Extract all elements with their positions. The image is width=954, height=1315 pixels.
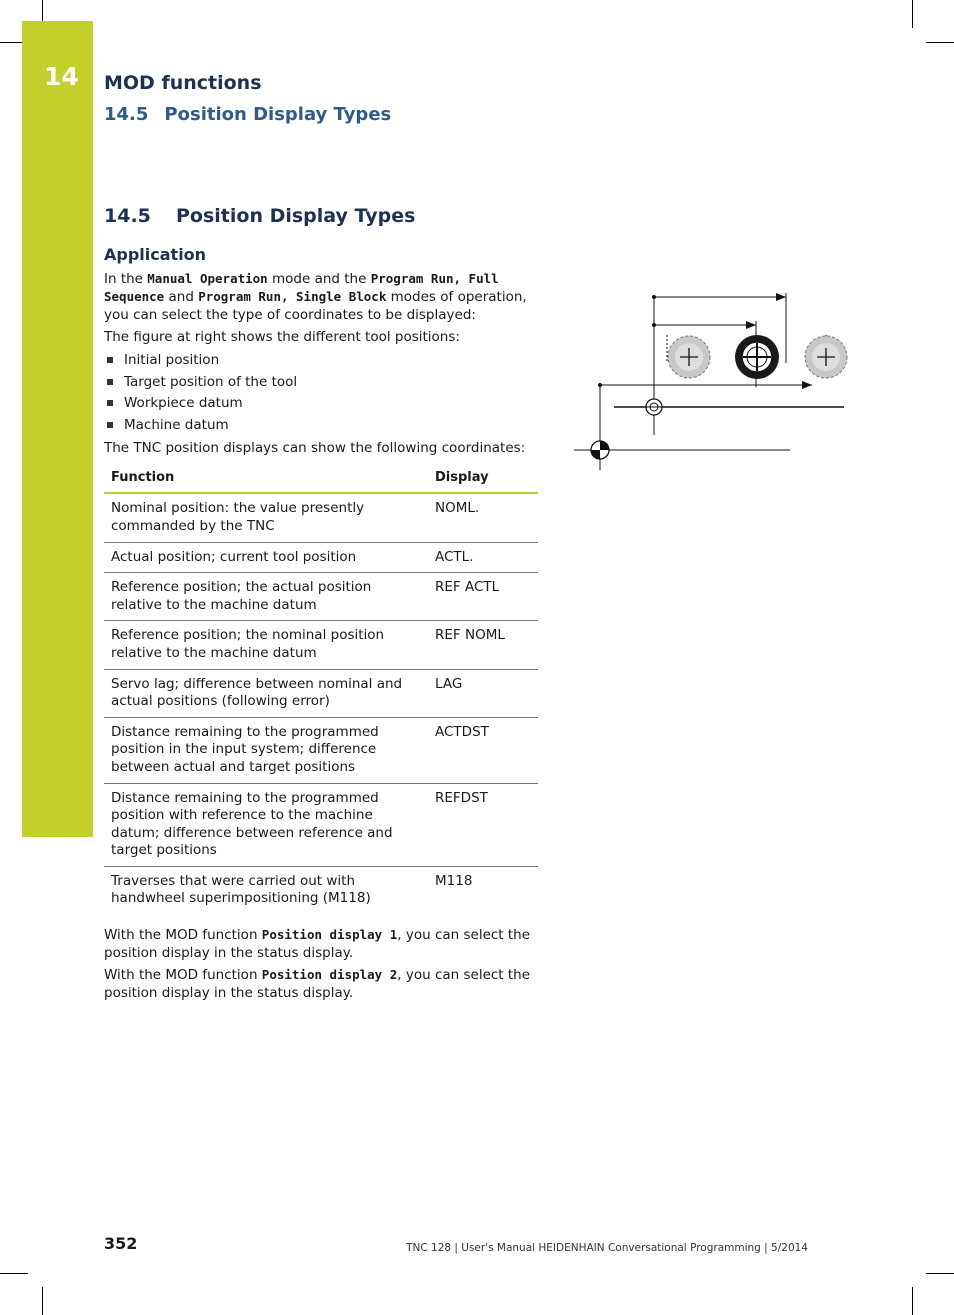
chapter-tab: [22, 21, 93, 837]
page-number: 352: [104, 1234, 138, 1253]
crop-mark: [926, 42, 954, 43]
list-item: [104, 393, 544, 415]
intro-text: and: [164, 289, 199, 305]
workpiece-datum-icon: [644, 399, 664, 415]
crop-mark: [0, 1273, 28, 1274]
running-header-title: MOD functions: [104, 72, 262, 94]
table-cell-function: Reference position; the actual position relative to the machine datum: [104, 573, 428, 621]
table-intro: The TNC position displays can show the following coordinates:: [104, 440, 526, 457]
keyword: Position display 1: [261, 927, 398, 943]
table-cell-display: NOML.: [428, 493, 538, 542]
bullet-icon: [107, 400, 113, 406]
table-cell-function: Distance remaining to the programmed position in the input system; difference between actual and target positions: [104, 717, 428, 783]
keyword: Position display 2: [261, 967, 398, 983]
column-header-function: Function: [104, 463, 428, 493]
bullet-list: [104, 350, 544, 436]
section-title-text: Position Display Types: [176, 205, 416, 227]
table-cell-display: LAG: [428, 669, 538, 717]
intro-text: modes of operation, you can select the type of coordinates to be displayed:: [104, 289, 527, 323]
list-item-text: Workpiece datum: [124, 395, 243, 412]
outro-text: With the MOD function: [104, 927, 262, 944]
outro-text: , you can select the position display in the status display.: [104, 967, 531, 1002]
display-types-table: [104, 463, 538, 914]
table-row: [104, 866, 538, 914]
bullet-icon: [107, 357, 113, 363]
section-number: 14.5: [104, 205, 151, 227]
outro-text: With the MOD function: [104, 967, 262, 984]
running-header-section-number: 14.5: [104, 104, 149, 125]
bullet-icon: [107, 379, 113, 385]
crop-mark: [926, 1273, 954, 1274]
crop-mark: [42, 1287, 43, 1315]
table-row: [104, 573, 538, 621]
table-row: [104, 542, 538, 573]
tool-target-position-icon: [805, 336, 847, 378]
table-cell-function: Nominal position: the value presently commanded by the TNC: [104, 493, 428, 542]
footer-text: TNC 128 | User's Manual HEIDENHAIN Conversational Programming | 5/2014: [406, 1242, 808, 1254]
list-item-text: Machine datum: [124, 416, 229, 433]
table-cell-display: REF ACTL: [428, 573, 538, 621]
table-cell-display: REF NOML: [428, 621, 538, 669]
table-cell-display: M118: [435, 872, 473, 889]
table-cell-display: ACTL.: [428, 542, 538, 573]
subheading: Application: [104, 245, 207, 264]
outro-text: , you can select the position display in the status display.: [104, 927, 531, 962]
figure-intro: The figure at right shows the different tool positions:: [104, 329, 460, 345]
keyword: Manual Operation: [147, 271, 268, 286]
tool-actual-position-icon: [735, 335, 779, 379]
crop-mark: [912, 0, 913, 28]
section-title: [104, 205, 544, 227]
table-cell-display: REFDST: [428, 783, 538, 866]
running-header-section: [104, 104, 391, 125]
table-cell-function: Distance remaining to the programmed position with reference to the machine datum; difference between reference and target positions: [104, 783, 428, 866]
tool-positions-figure: [572, 285, 862, 485]
table-header-row: [104, 463, 538, 493]
main-content: [104, 205, 544, 1006]
dimension-lines: [574, 293, 844, 470]
table-row: [104, 669, 538, 717]
table-row: [104, 717, 538, 783]
intro-text: In the: [104, 271, 148, 287]
list-item-text: Initial position: [124, 352, 220, 368]
intro-text: mode and the: [267, 271, 371, 287]
outro-paragraph: [104, 966, 544, 1002]
tool-initial-position-icon: [668, 336, 710, 378]
list-item: [104, 372, 544, 394]
bullet-icon: [107, 422, 113, 428]
crop-mark: [912, 1287, 913, 1315]
keyword: Program Run, Single Block: [198, 289, 387, 304]
table-cell-display: ACTDST: [428, 717, 538, 783]
table-cell-function: Traverses that were carried out with handwheel superimpositioning (M118): [111, 872, 371, 907]
table-row: [104, 783, 538, 866]
list-item: [104, 350, 544, 372]
table-row: [104, 621, 538, 669]
outro-paragraph: [104, 926, 544, 962]
list-item: [104, 415, 544, 437]
table-row: [104, 493, 538, 542]
dimension-dots: [598, 295, 656, 387]
intro-paragraph: [104, 270, 544, 324]
chapter-number: 14: [44, 62, 79, 91]
table-cell-function: Actual position; current tool position: [104, 542, 428, 573]
running-header-section-title: Position Display Types: [164, 104, 392, 125]
table-cell-function: Reference position; the nominal position relative to the machine datum: [104, 621, 428, 669]
column-header-display: Display: [428, 463, 538, 493]
keyword: Program Run, Full Sequence: [104, 271, 499, 304]
machine-datum-icon: [591, 441, 609, 459]
list-item-text: Target position of the tool: [124, 373, 298, 390]
table-cell-function: Servo lag; difference between nominal and actual positions (following error): [104, 669, 428, 717]
